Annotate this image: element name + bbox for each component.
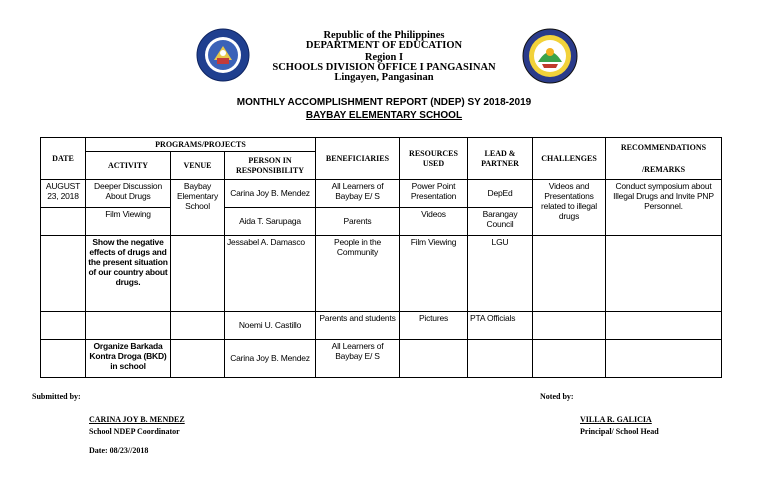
cell-lead: PTA Officials [468,312,533,340]
header-person: PERSON IN RESPONSIBILITY [225,152,316,180]
header-remarks-label: /REMARKS [641,164,686,174]
header-department: DEPARTMENT OF EDUCATION [305,40,463,51]
cell-date [41,312,86,340]
cell-lead: Barangay Council [468,208,533,236]
cell-resources: Pictures [400,312,468,340]
cell-recommendations: Conduct symposium about Illegal Drugs and Invite PNP Personnel. [606,180,722,236]
cell-resources: Power Point Presentation [400,180,468,208]
cell-person: Carina Joy B. Mendez [225,180,316,208]
header-division: SCHOOLS DIVISION OFFICE I PANGASINAN [272,62,496,73]
header-resources: RESOURCES USED [400,138,468,180]
header-recommendations [606,138,722,180]
cell-beneficiaries: All Learners of Baybay E/ S [316,340,400,378]
header-challenges: CHALLENGES [533,138,606,180]
cell-challenges: Videos and Presentations related to illegal drugs [533,180,606,236]
header-date: DATE [41,138,86,180]
cell-lead [468,340,533,378]
cell-challenges [533,236,606,312]
table-row [41,312,722,340]
cell-beneficiaries: Parents [316,208,400,236]
cell-activity: Show the negative effects of drugs and the present situation of our country about drugs. [86,236,171,312]
header-activity: ACTIVITY [86,152,171,180]
header-region: Region I [364,52,404,63]
coordinator-name: CARINA JOY B. MENDEZ [89,415,185,424]
cell-date [41,236,86,312]
header-programs: PROGRAMS/PROJECTS [86,138,316,152]
cell-resources: Videos [400,208,468,236]
cell-date [41,340,86,378]
cell-activity: Organize Barkada Kontra Droga (BKD) in school [86,340,171,378]
table-row [41,236,722,312]
cell-person: Aida T. Sarupaga [225,208,316,236]
header-venue: VENUE [171,152,225,180]
cell-person: Noemi U. Castillo [225,312,316,340]
accomplishment-table [40,137,722,378]
table-row [41,180,722,208]
cell-resources [400,340,468,378]
report-date: Date: 08/23//2018 [89,446,149,455]
header-republic: Republic of the Philippines [323,30,445,41]
submitted-by-label: Submitted by: [32,392,81,401]
cell-venue [171,340,225,378]
table-row [41,340,722,378]
cell-date [41,208,86,236]
report-title: MONTHLY ACCOMPLISHMENT REPORT (NDEP) SY 2018-2019 [236,97,532,108]
coordinator-role: School NDEP Coordinator [89,427,180,436]
school-name: BAYBAY ELEMENTARY SCHOOL [305,110,463,121]
cell-date: AUGUST 23, 2018 [41,180,86,208]
cell-beneficiaries: People in the Community [316,236,400,312]
cell-beneficiaries: Parents and students [316,312,400,340]
header-beneficiaries: BENEFICIARIES [316,138,400,180]
cell-venue [171,236,225,312]
cell-venue: Baybay Elementary School [171,180,225,236]
cell-beneficiaries: All Learners of Baybay E/ S [316,180,400,208]
cell-person: Jessabel A. Damasco [225,236,316,312]
cell-recommendations [606,312,722,340]
cell-recommendations [606,340,722,378]
cell-person: Carina Joy B. Mendez [225,340,316,378]
cell-resources: Film Viewing [400,236,468,312]
cell-lead: LGU [468,236,533,312]
header-location: Lingayen, Pangasinan [334,72,434,83]
principal-role: Principal/ School Head [580,427,659,436]
principal-name: VILLA R. GALICIA [580,415,652,424]
cell-challenges [533,340,606,378]
cell-lead: DepEd [468,180,533,208]
header-lead: LEAD & PARTNER [468,138,533,180]
cell-activity: Deeper Discussion About Drugs [86,180,171,208]
noted-by-label: Noted by: [540,392,574,401]
header-recommendations-label: RECOMMENDATIONS [620,143,707,153]
cell-venue [171,312,225,340]
cell-activity: Film Viewing [86,208,171,236]
cell-recommendations [606,236,722,312]
cell-challenges [533,312,606,340]
cell-activity [86,312,171,340]
